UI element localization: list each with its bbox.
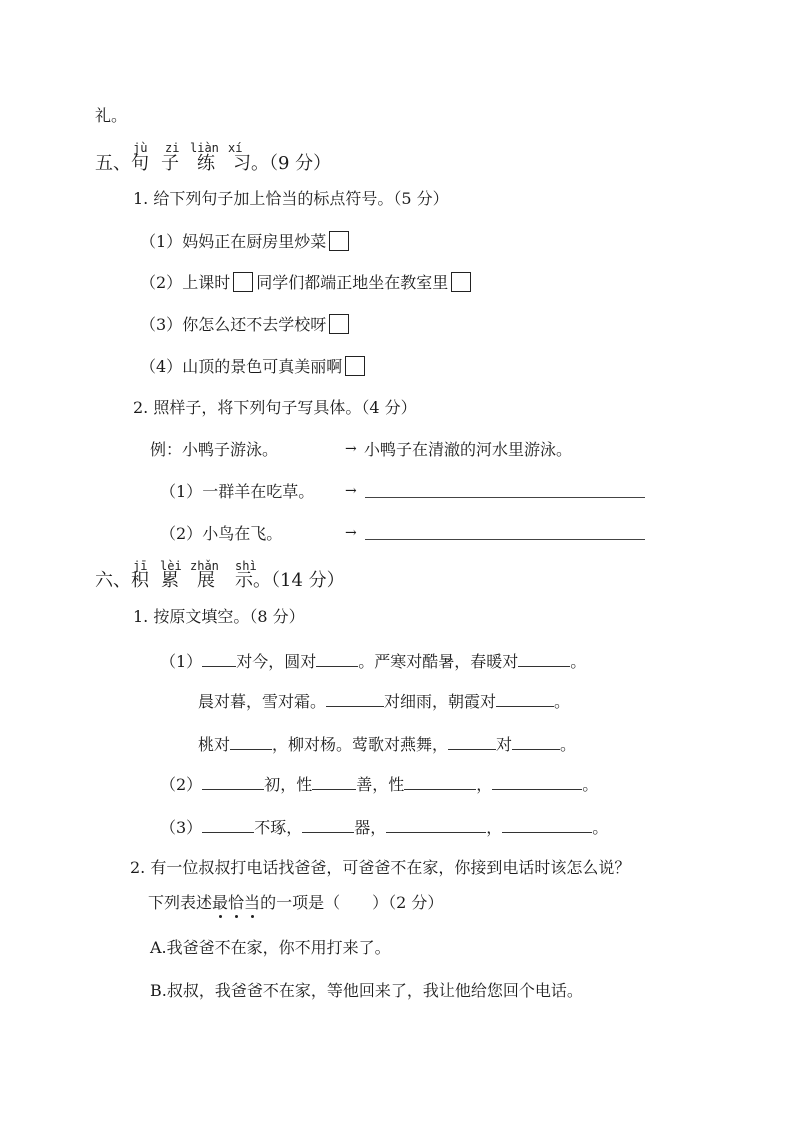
arrow-icon: → <box>345 483 357 499</box>
previous-page-tail: 礼。 <box>95 106 128 125</box>
emphasis-dot-char: 当 <box>244 893 261 912</box>
expand-item-1: （1）一群羊在吃草。 <box>160 482 315 501</box>
punctuation-item-1: （1）妈妈正在厨房里炒菜 <box>140 231 352 254</box>
arrow-icon: → <box>345 525 357 541</box>
title-char: 示 <box>235 570 253 591</box>
pinyin-zi: zi <box>165 141 180 155</box>
expand-item-2: （2）小鸟在飞。 <box>160 524 283 543</box>
title-char: 积 <box>131 570 149 591</box>
punctuation-item-4: （4）山顶的景色可真美丽啊 <box>140 356 368 379</box>
example-right: 小鸭子在清澈的河水里游泳。 <box>364 440 573 459</box>
punctuation-item-2: （2）上课时 同学们都端正地坐在教室里 <box>140 272 474 295</box>
pinyin-lian: liàn <box>190 141 219 155</box>
emphasis-dot-char: 最 <box>212 893 229 912</box>
title-char: 练 <box>197 153 215 174</box>
punctuation-item-3: （3）你怎么还不去学校呀 <box>140 314 352 337</box>
pinyin-lei: lèi <box>160 559 182 573</box>
pinyin-shi: shì <box>235 559 257 573</box>
blank[interactable] <box>448 733 496 750</box>
question-6-2-title: 2. 有一位叔叔打电话找爸爸，可爸爸不在家，你接到电话时该怎么说？ <box>130 858 631 877</box>
answer-box[interactable] <box>451 272 471 292</box>
blank[interactable] <box>202 650 236 667</box>
section-5-heading <box>95 154 331 174</box>
emphasis-dot-char: 恰 <box>228 893 245 912</box>
blank[interactable] <box>202 816 254 833</box>
blank[interactable] <box>502 816 592 833</box>
arrow-icon: → <box>345 441 357 457</box>
title-char: 展 <box>197 570 215 591</box>
blank[interactable] <box>202 773 264 790</box>
answer-box[interactable] <box>233 272 253 292</box>
title-char: 累 <box>161 570 179 591</box>
fill-line-5: （3） 不琢， 器， ， 。 <box>160 818 609 837</box>
blank[interactable] <box>512 733 560 750</box>
section-number: 六、 <box>95 570 131 591</box>
blank[interactable] <box>312 773 356 790</box>
fill-line-1: （1） 对今，圆对 。严寒对酷暑，春暖对 。 <box>160 652 587 671</box>
blank[interactable] <box>496 690 554 707</box>
example-left: 例：小鸭子游泳。 <box>150 440 279 459</box>
blank[interactable] <box>518 650 570 667</box>
pinyin-xi: xí <box>228 141 243 155</box>
pinyin-zhan: zhǎn <box>190 559 219 573</box>
question-6-2-subtitle: 下列表述最恰当的一项是（ ）（2 分） <box>148 893 444 912</box>
title-char: 习 <box>233 153 251 174</box>
section-score: 。（14 分） <box>253 570 345 591</box>
answer-line[interactable] <box>365 497 645 498</box>
blank[interactable] <box>302 816 354 833</box>
blank[interactable] <box>326 690 384 707</box>
option-b[interactable]: B.叔叔，我爸爸不在家，等他回来了，我让他给您回个电话。 <box>150 981 583 1000</box>
question-6-1-title: 1. 按原文填空。（8 分） <box>133 607 305 626</box>
title-char: 子 <box>161 153 179 174</box>
pinyin-ji: jī <box>133 559 148 573</box>
answer-box[interactable] <box>345 356 365 376</box>
blank[interactable] <box>492 773 582 790</box>
fill-line-3: 桃对 ，柳对杨。莺歌对燕舞， 对 。 <box>198 735 577 754</box>
question-5-1-title: 1. 给下列句子加上恰当的标点符号。（5 分） <box>133 189 449 208</box>
blank[interactable] <box>316 650 358 667</box>
fill-line-2: 晨对暮，雪对霜。 对细雨，朝霞对 。 <box>198 692 571 711</box>
title-char: 句 <box>131 153 149 174</box>
answer-box[interactable] <box>329 231 349 251</box>
blank[interactable] <box>386 816 486 833</box>
answer-box[interactable] <box>329 314 349 334</box>
section-score: 。（9 分） <box>251 153 332 174</box>
pinyin-ju: jù <box>133 141 148 155</box>
fill-line-4: （2） 初，性 善，性 ， 。 <box>160 775 599 794</box>
section-6-heading <box>95 571 345 591</box>
answer-line[interactable] <box>365 539 645 540</box>
blank[interactable] <box>230 733 272 750</box>
blank[interactable] <box>404 773 476 790</box>
section-number: 五、 <box>95 153 131 174</box>
question-5-2-title: 2. 照样子，将下列句子写具体。（4 分） <box>133 398 417 417</box>
option-a[interactable]: A.我爸爸不在家，你不用打来了。 <box>150 938 391 957</box>
